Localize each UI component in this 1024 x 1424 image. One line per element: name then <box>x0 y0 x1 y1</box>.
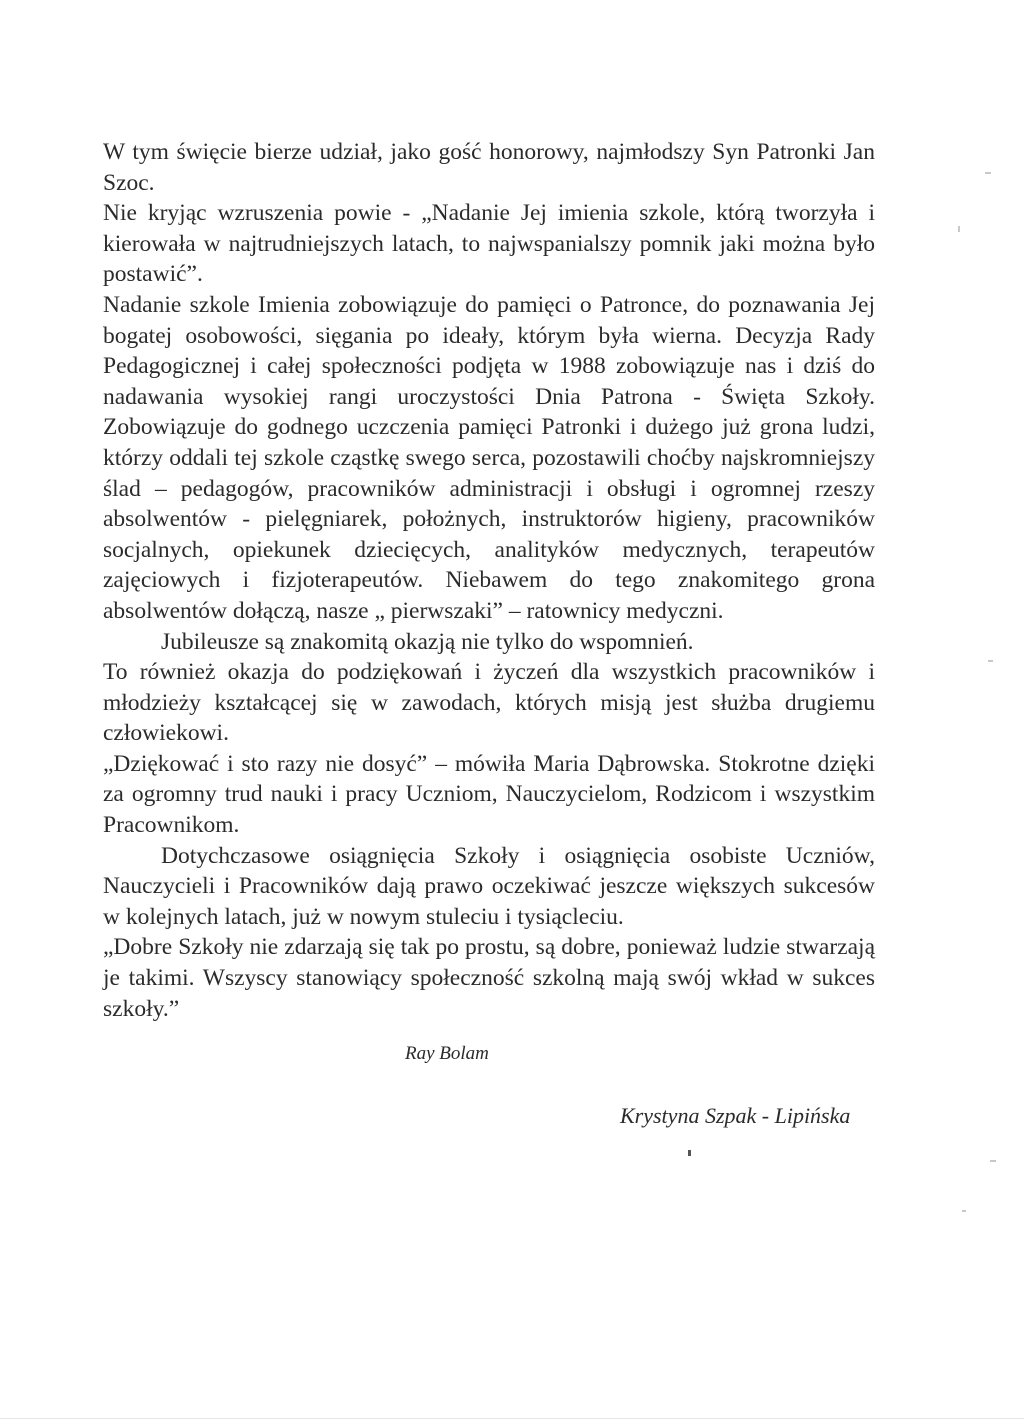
scan-speck <box>990 1160 996 1162</box>
paragraph-quote-son: Nie kryjąc wzruszenia powie - „Nadanie Jej imienia szkole, którą tworzyła i kierowała w najtrudniejszych latach, to najwspanialszy pomnik jaki można było postawić”. <box>103 200 875 288</box>
paragraph-guest-of-honor: W tym święcie bierze udział, jako gość honorowy, najmłodszy Syn Patronki Jan Szoc. <box>103 139 875 196</box>
scan-speck <box>962 1210 966 1212</box>
paragraph-good-schools-quote: „Dobre Szkoły nie zdarzają się tak po prostu, są dobre, ponieważ ludzie stwarzają je takimi. Wszyscy stanowiący społeczność szkolną mają swój wkład w sukces szkoły.” <box>103 934 875 1022</box>
paragraph-achievements: Dotychczasowe osiągnięcia Szkoły i osiągnięcia osobiste Uczniów, Nauczycieli i Pracowników dają prawo oczekiwać jeszcze większych sukcesów w kolejnych latach, już w nowym stuleciu i tysiącleciu. <box>103 842 875 930</box>
paragraph-dabrowska-quote: „Dziękować i sto razy nie dosyć” – mówiła Maria Dąbrowska. Stokrotne dzięki za ogromny trud nauki i pracy Uczniom, Nauczycielom, Rodzicom i wszystkim Pracownikom. <box>103 750 875 839</box>
signature: Krystyna Szpak - Lipińska <box>620 1103 851 1128</box>
paragraph-thanks-occasion: To również okazja do podziękowań i życzeń dla wszystkich pracowników i młodzieży kształcącej się w zawodach, których misją jest służba drugiemu człowiekowi. <box>103 659 875 747</box>
quote-author: Ray Bolam <box>405 1043 489 1064</box>
scan-edge-line <box>0 1418 1024 1419</box>
paragraph-patron-name: Nadanie szkole Imienia zobowiązuje do pamięci o Patronce, do poznawania Jej bogatej osobowości, sięgania po ideały, którym była wierna. Decyzja Rady Pedagogicznej i całej społeczności podjęta w 1988 zobowiązuje nas i dziś do nadawania wysokiej rangi uroczystości Dnia Patrona - Święta Szkoły. Zobowiązuje do godnego uczczenia pamięci Patronki i dużego już grona ludzi, którzy oddali tej szkole cząstkę swego serca, pozostawili choćby najskromniejszy ślad – pedagogów, pracowników administracji i obsługi i ogromnej rzeszy absolwentów - pielęgniarek, położnych, instruktorów higieny, pracowników socjalnych, opiekunek dziecięcych, analityków medycznych, terapeutów zajęciowych i fizjoterapeutów. Niebawem do tego znakomitego grona absolwentów dołączą, nasze „ pierwszaki” – ratownicy medyczni. <box>103 291 875 624</box>
scan-speck <box>688 1150 691 1156</box>
scan-speck <box>985 172 991 174</box>
paragraph-jubilee: Jubileusze są znakomitą okazją nie tylko do wspomnień. <box>161 628 694 655</box>
scan-speck <box>988 660 993 662</box>
document-body <box>103 137 875 1024</box>
scan-speck <box>958 226 960 232</box>
